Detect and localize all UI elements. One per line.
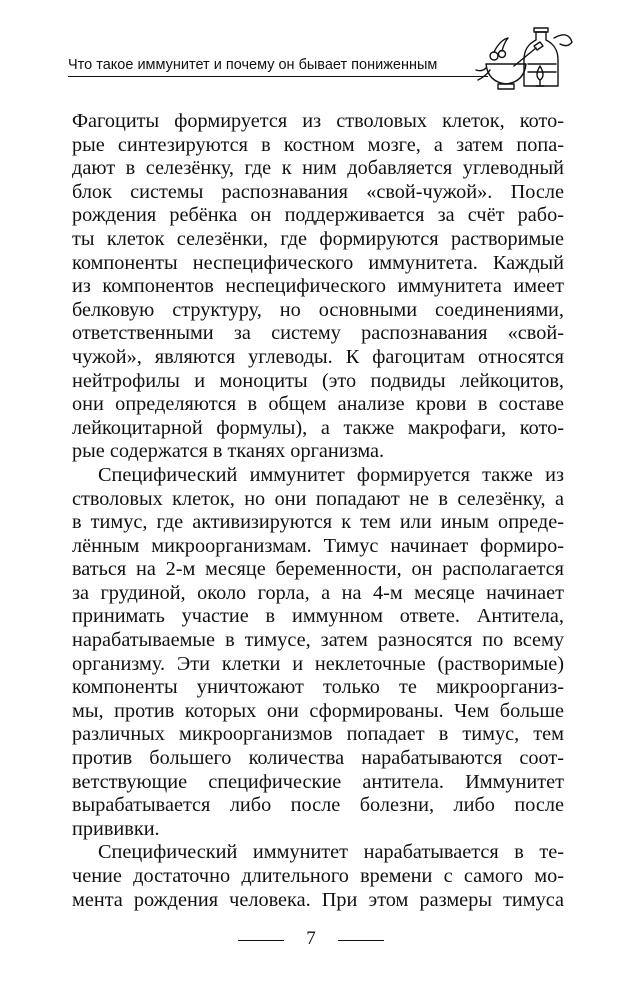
- text-line: принимать участие в иммунном ответе. Антитела,: [72, 605, 564, 628]
- text-line: в тимус, где активизируются к тем или иным опреде-: [72, 511, 564, 534]
- text-line: белковую структуру, но основными соединениями,: [72, 298, 564, 321]
- text-line: стволовых клеток, но они попадают не в селезёнку, а: [72, 487, 564, 510]
- text-line: организму. Эти клетки и неклеточные (растворимые): [72, 652, 564, 675]
- text-line: лённым микроорганизмам. Тимус начинает формиро-: [72, 534, 564, 557]
- running-head-title: Что такое иммунитет и почему он бывает пониженным: [68, 57, 438, 73]
- text-line: компоненты неспецифического иммунитета. Каждый: [72, 251, 564, 274]
- text-line: Фагоциты формируется из стволовых клеток, кото-: [72, 110, 564, 132]
- page-number: 7: [306, 928, 316, 949]
- text-line: прививки.: [72, 817, 160, 840]
- text-line: за грудиной, около горла, а на 4-м месяце начинает: [72, 581, 564, 604]
- text-line: ваться на 2-м месяце беременности, он располагается: [72, 558, 564, 581]
- text-line: компоненты уничтожают только те микроорганиз-: [72, 676, 564, 699]
- text-line: ты клеток селезёнки, где формируются растворимые: [72, 227, 564, 250]
- page-footer: [0, 928, 622, 952]
- text-line: они определяются в общем анализе крови в составе: [72, 393, 564, 416]
- paragraph-3: [72, 841, 564, 912]
- flask-and-mortar-icon: [474, 20, 574, 100]
- text-line: дают в селезёнку, где к ним добавляется углеводный: [72, 157, 564, 180]
- text-line: мы, против которых они сформированы. Чем больше: [72, 699, 564, 722]
- text-line: ответственными за систему распознавания «свой-: [72, 322, 564, 345]
- paragraph-1: [72, 110, 564, 464]
- footer-rule-right: [338, 940, 384, 941]
- text-line: из компонентов неспецифического иммунитета имеет: [72, 275, 564, 298]
- text-body: [72, 110, 564, 912]
- text-line: ветствующие специфические антитела. Иммунитет: [72, 770, 564, 793]
- text-line: против большего количества нарабатываются соот-: [72, 747, 564, 770]
- text-line: различных микроорганизмов попадает в тимус, тем: [72, 723, 564, 746]
- text-line: рождения ребёнка он поддерживается за счёт рабо-: [72, 204, 564, 227]
- text-line: нейтрофилы и моноциты (это подвиды лейкоцитов,: [72, 369, 564, 392]
- text-line: вырабатывается либо после болезни, либо после: [72, 794, 564, 817]
- text-line: нарабатываемые в тимусе, затем разносятся по всему: [72, 629, 564, 652]
- paragraph-2: [72, 464, 564, 842]
- text-line: блок системы распознавания «свой-чужой». После: [72, 180, 564, 203]
- text-line: чение достаточно длительного времени с самого мо-: [72, 865, 564, 887]
- text-line: лейкоцитарной формулы), а также макрофаги, кото-: [72, 416, 564, 439]
- text-line: чужой», являются углеводы. К фагоцитам относятся: [72, 345, 564, 368]
- text-line: мента рождения человека. При этом размеры тимуса: [72, 888, 564, 911]
- text-line: Специфический иммунитет формируется также из: [98, 463, 564, 486]
- running-head: [68, 50, 488, 77]
- text-line: рые синтезируются в костном мозге, а затем попа-: [72, 133, 564, 156]
- footer-rule-left: [238, 940, 284, 941]
- text-line: Специфический иммунитет нарабатывается в те-: [98, 841, 564, 864]
- text-line: рые содержатся в тканях организма.: [72, 440, 385, 463]
